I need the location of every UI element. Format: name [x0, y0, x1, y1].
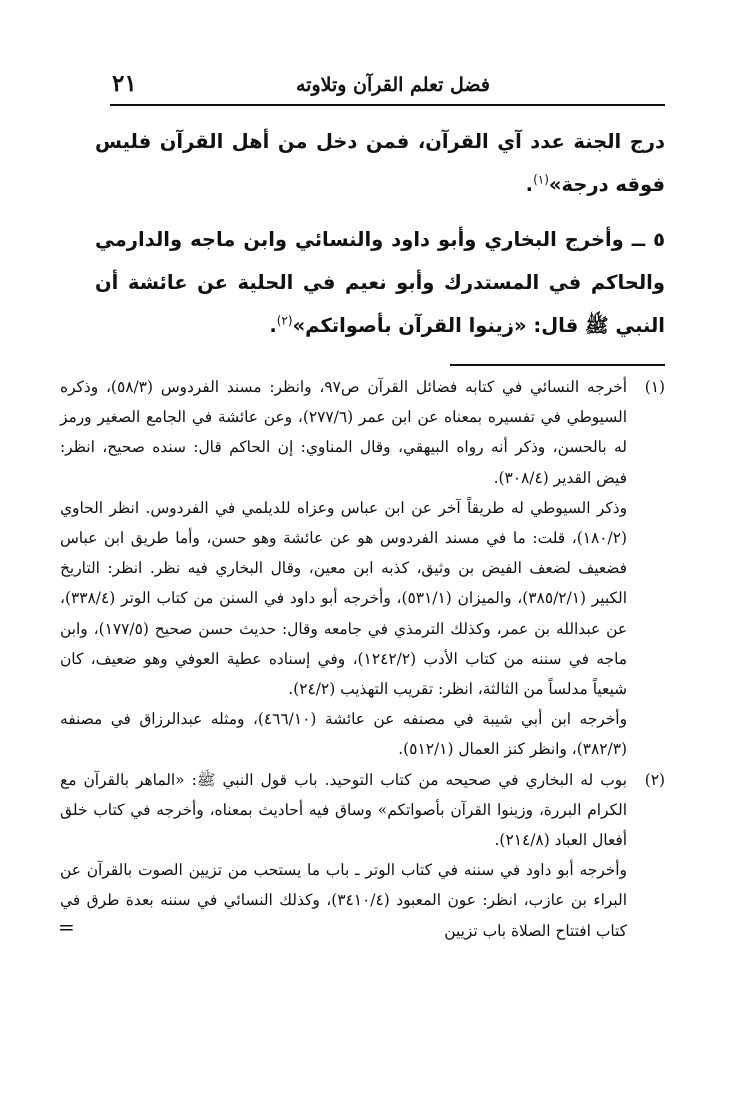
footnote-ref-1: (١): [533, 172, 549, 187]
paragraph-end: .: [525, 173, 534, 196]
running-header: [110, 68, 665, 106]
main-text: [95, 120, 665, 347]
paragraph-text: درج الجنة عدد آي القرآن، فمن دخل من أهل القرآن فليس فوقه درجة»: [95, 130, 665, 196]
footnote-number: (١): [644, 378, 665, 396]
paragraph-continuation: [95, 120, 665, 206]
footnote-paragraph: وذكر السيوطي له طريقاً آخر عن ابن عباس وعزاه للديلمي في الفردوس. انظر الحاوي (١٨٠/٢)، قلت: ما في مسند الفردوس هو عن عائشة وهو حسن، وأما طريق ابن عباس فضعيف لضعف الفيض بن وثيق، كذبه ابن معين، وقال البخاري فيه نظر. انظر: التاريخ الكبير (٣٨٥/٢/١)، والميزان (٥٣١/١)، وأخرجه أبو داود في السنن من كتاب الوتر (٣٣٨/٤)، عن عبدالله بن عمر، وكذلك الترمذي في جامعه وقال: حديث حسن صحيح (١٧٧/٥)، وابن ماجه في سننه من كتاب الأدب (١٢٤٢/٢)، وفي إسناده عطية العوفي وهو ضعيف، كان شيعياً مدلساً من الثالثة، انظر: تقريب التهذيب (٢٤/٢).: [60, 498, 628, 699]
footnote-paragraph: وأخرجه أبو داود في سننه في كتاب الوتر ـ باب ما يستحب من تزيين الصوت بالقرآن عن البراء بن عازب، انظر: عون المعبود (٣٤١٠/٤)، وكذلك النسائي في سننه بعدة طرق في كتاب افتتاح الصلاة باب تزيين: [60, 861, 627, 940]
hadith-quote: «زينوا القرآن بأصواتكم»: [292, 314, 527, 337]
paragraph-end: .: [269, 314, 277, 337]
continuation-mark: =: [58, 914, 75, 939]
footnote-paragraph: أخرجه النسائي في كتابه فضائل القرآن ص٩٧، وانظر: مسند الفردوس (٥٨/٣)، وذكره السيوطي في تفسيره بمعناه عن ابن عمر (٢٧٧/٦)، وعن عائشة في الجامع الصغير ورمز له بالحسن، وذكر أنه رواه البيهقي، وقال المناوي: إن الحاكم قال: سنده صحيح، انظر: فيض القدير (٣٠٨/٤).: [60, 378, 627, 487]
paragraph-text: ٥ ــ وأخرج البخاري وأبو داود والنسائي وابن ماجه والدارمي والحاكم في المستدرك وأبو نعيم في الحلية عن عائشة أن النبي ﷺ قال:: [95, 228, 665, 337]
page-number: ٢١: [112, 70, 137, 97]
paragraph-hadith-5: [95, 218, 665, 347]
footnote-2: [60, 765, 665, 946]
footnote-separator: [450, 364, 665, 366]
footnote-body: [60, 765, 627, 946]
footnote-paragraph: بوب له البخاري في صحيحه من كتاب التوحيد. باب قول النبي ﷺ: «الماهر بالقرآن مع الكرام البررة، وزينوا القرآن بأصواتكم» وساق فيه أحاديث بمعناه، وأخرجه في كتاب خلق أفعال العباد (٢١٤/٨).: [60, 770, 627, 850]
footnote-body: [60, 372, 627, 765]
footnote-paragraph: وأخرجه ابن أبي شيبة في مصنفه عن عائشة (٤٦٦/١٠)، ومثله عبدالرزاق في مصنفه (٣٨٢/٣)، وانظر كنز العمال (٥١٢/١).: [60, 710, 627, 759]
footnote-1: [60, 372, 665, 765]
footnotes: [60, 372, 665, 946]
footnote-ref-2: (٢): [276, 313, 293, 328]
footnote-number: (٢): [644, 770, 665, 789]
running-title: فضل تعلم القرآن وتلاوته: [295, 74, 490, 96]
